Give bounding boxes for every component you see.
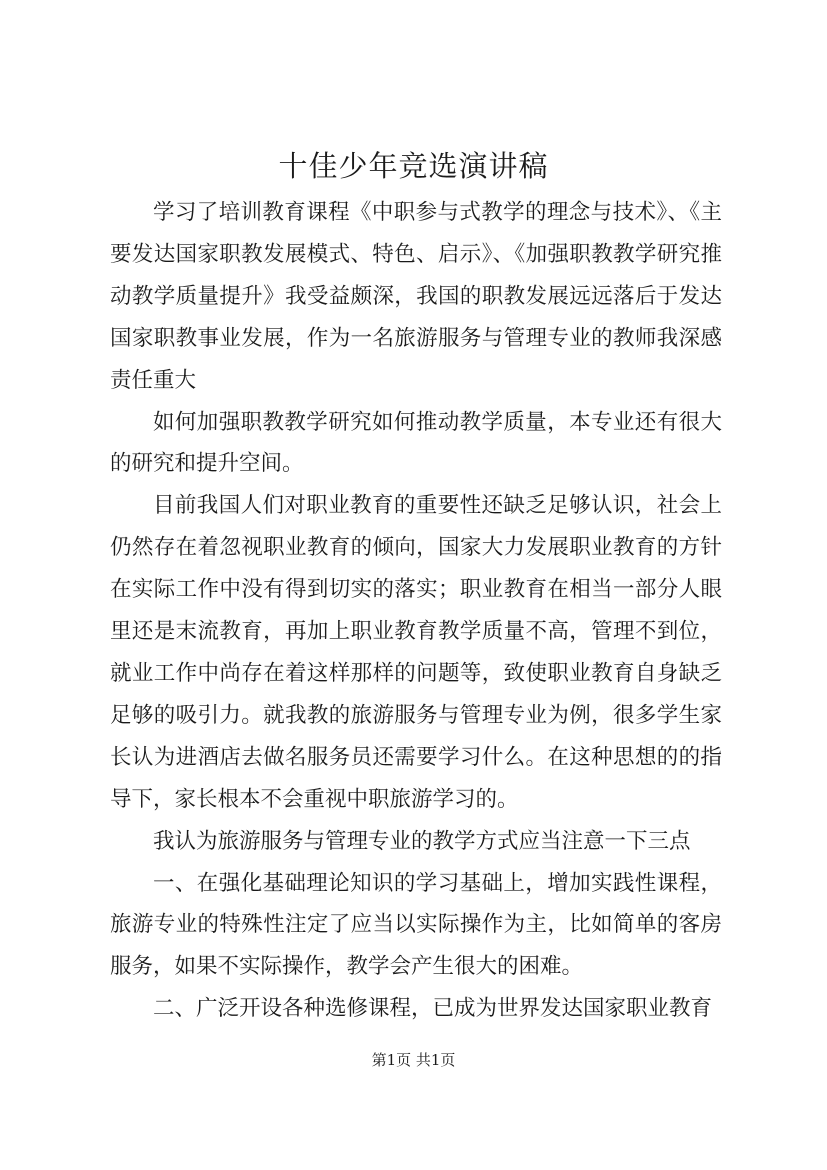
paragraph-1: 学习了培训教育课程《中职参与式教学的理念与技术》、《主要发达国家职教发展模式、特色、启示》、《加强职教教学研究推动教学质量提升》我受益颇深，我国的职教发展远远落后于发达国家职教事业发展，作为一名旅游服务与管理专业的教师我深感责任重大 <box>110 200 722 393</box>
paragraph-2: 如何加强职教教学研究如何推动教学质量，本专业还有很大的研究和提升空间。 <box>110 409 722 477</box>
document-title: 十佳少年竞选演讲稿 <box>278 149 549 183</box>
page-number-footer: 第1页 共1页 <box>371 1051 456 1069</box>
paragraph-5: 一、在强化基础理论知识的学习基础上，增加实践性课程，旅游专业的特殊性注定了应当以实际操作为主，比如简单的客房服务，如果不实际操作，教学会产生很大的困难。 <box>110 870 722 980</box>
paragraph-6: 二、广泛开设各种选修课程，已成为世界发达国家职业教育 <box>153 996 713 1022</box>
paragraph-3: 目前我国人们对职业教育的重要性还缺乏足够认识，社会上仍然存在着忽视职业教育的倾向，国家大力发展职业教育的方针在实际工作中没有得到切实的落实；职业教育在相当一部分人眼里还是末流教育，再加上职业教育教学质量不高，管理不到位，就业工作中尚存在着这样那样的问题等，致使职业教育自身缺乏足够的吸引力。就我教的旅游服务与管理专业为例，很多学生家长认为进酒店去做名服务员还需要学习什么。在这种思想的的指导下，家长根本不会重视中职旅游学习的。 <box>110 493 722 812</box>
document-body <box>110 192 722 1030</box>
paragraph-4: 我认为旅游服务与管理专业的教学方式应当注意一下三点 <box>153 828 691 854</box>
